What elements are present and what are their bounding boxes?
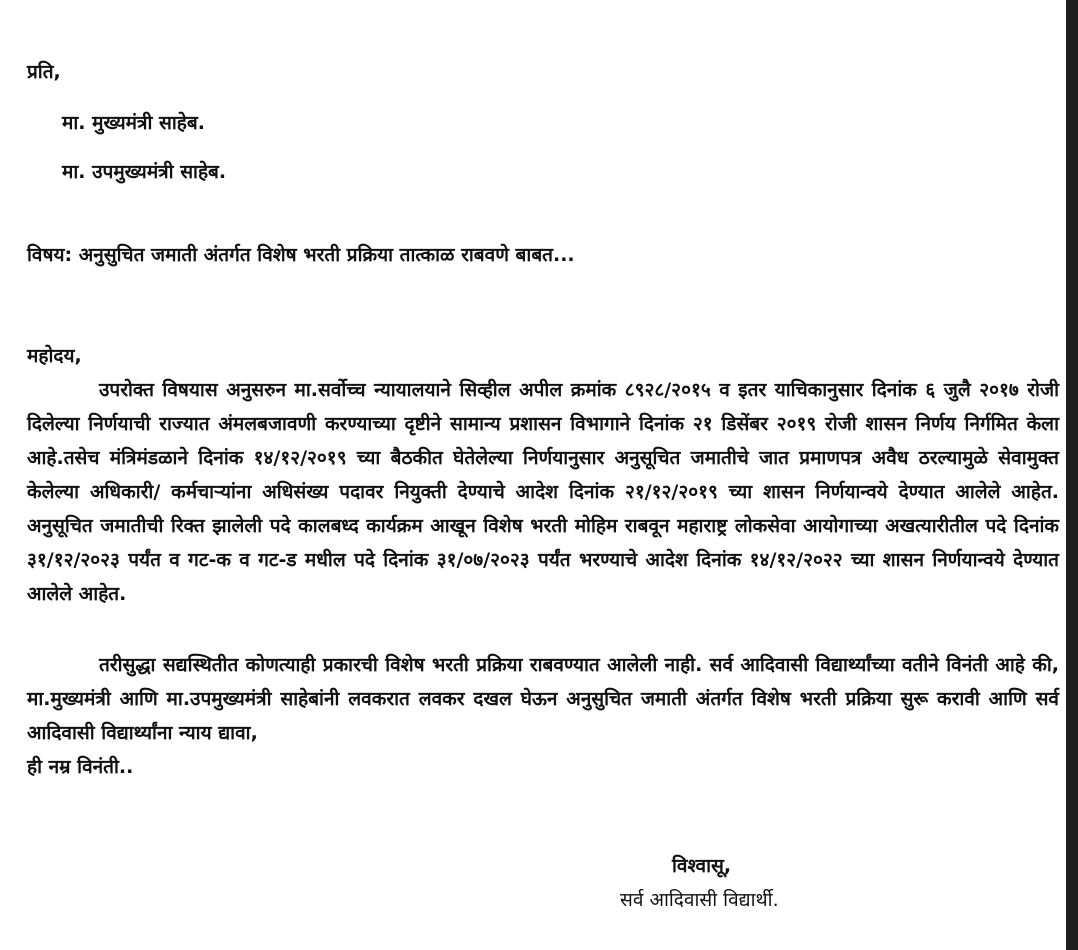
salutation: प्रति, bbox=[27, 61, 61, 83]
addressee-chief-minister: मा. मुख्यमंत्री साहेब. bbox=[62, 112, 205, 134]
right-border bbox=[1066, 0, 1078, 950]
body-paragraph-2: तरीसुद्धा सद्यस्थितीत कोणत्याही प्रकारची विशेष भरती प्रक्रिया राबवण्यात आलेली नाही. सर्व आदिवासी विद्यार्थ्यांच्या वतीने विनंती आहे की, मा.मुख्यमंत्री आणि मा.उपमुख्यमंत्री साहेबांनी लवकरात लवकर दखल घेऊन अनुसुचित जमाती अंतर्गत विशेष भरती प्रक्रिया सुरू करावी आणि सर्व आदिवासी विद्यार्थ्यांना न्याय द्यावा, bbox=[27, 654, 1059, 744]
greeting: महोदय, bbox=[27, 345, 82, 367]
addressee-deputy-chief-minister: मा. उपमुख्यमंत्री साहेब. bbox=[62, 161, 227, 183]
signature: सर्व आदिवासी विद्यार्थी. bbox=[620, 889, 779, 911]
subject-line: विषय: अनुसुचित जमाती अंतर्गत विशेष भरती प्रक्रिया तात्काळ राबवणे बाबत... bbox=[27, 244, 575, 266]
sign-off: विश्वासू, bbox=[672, 855, 732, 877]
body-paragraph-1: उपरोक्त विषयास अनुसरुन मा.सर्वोच्च न्यायालयाने सिव्हील अपील क्रमांक ८९२८/२०१५ व इतर याचिकानुसार दिनांक ६ जुलै २०१७ रोजी दिलेल्या निर्णयाची राज्यात अंमलबजावणी करण्याच्या दृष्टीने सामान्य प्रशासन विभागाने दिनांक २१ डिसेंबर २०१९ रोजी शासन निर्णय निर्गमित केला आहे.तसेच मंत्रिमंडळाने दिनांक १४/१२/२०१९ च्या बैठकीत घेतेलेल्या निर्णयानुसार अनुसूचित जमातीचे जात प्रमाणपत्र अवैध ठरल्यामुळे सेवामुक्त केलेल्या अधिकारी/ कर्मचाऱ्यांना अधिसंख्य पदावर नियुक्ती देण्याचे आदेश दिनांक २१/१२/२०१९ च्या शासन निर्णयान्वये देण्यात आलेले आहेत. अनुसूचित जमातीची रिक्त झालेली पदे कालबध्द कार्यक्रम आखून विशेष भरती मोहिम राबवून महाराष्ट्र लोकसेवा आयोगाच्या अखत्यारीतील पदे दिनांक ३१/१२/२०२३ पर्यंत व गट-क व गट-ड मधील पदे दिनांक ३१/०७/२०२३ पर्यंत भरण्याचे आदेश दिनांक १४/१२/२०२२ च्या शासन निर्णयान्वये देण्यात आलेले आहेत. bbox=[27, 379, 1059, 605]
closing-request: ही नम्र विनंती.. bbox=[27, 756, 134, 778]
